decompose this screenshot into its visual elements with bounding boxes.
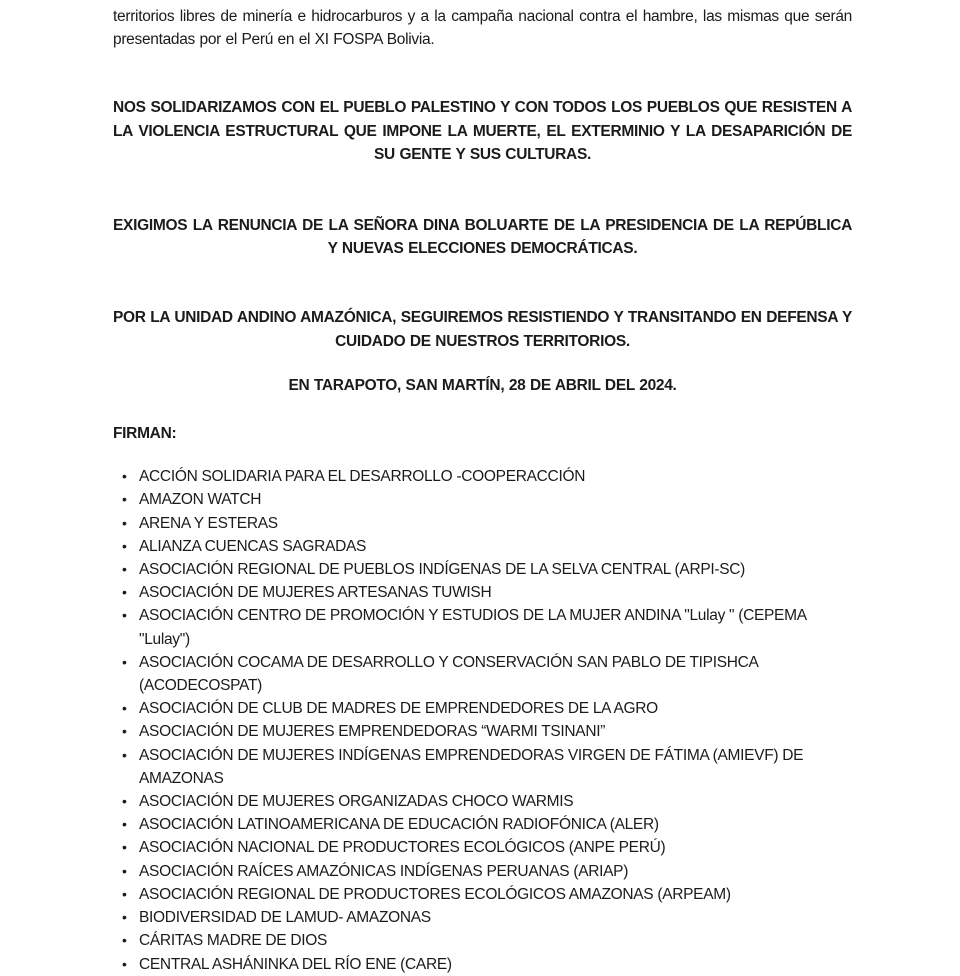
- list-item: [113, 535, 852, 558]
- signatory-text: ASOCIACIÓN RAÍCES AMAZÓNICAS INDÍGENAS PERUANAS (ARIAP): [139, 862, 629, 880]
- list-item: [113, 512, 852, 535]
- bullet-icon: •: [122, 839, 127, 856]
- list-item: [113, 790, 852, 813]
- signatory-text: ASOCIACIÓN REGIONAL DE PUEBLOS INDÍGENAS DE LA SELVA CENTRAL (ARPI-SC): [139, 561, 746, 579]
- list-item: [113, 558, 852, 581]
- list-item: [113, 906, 852, 929]
- list-item: [113, 581, 852, 604]
- list-item: [113, 488, 852, 511]
- signatory-text: ASOCIACIÓN DE MUJERES ORGANIZADAS CHOCO WARMIS: [139, 793, 574, 811]
- bullet-icon: •: [122, 491, 127, 508]
- list-item: [113, 883, 852, 906]
- signatory-text: ASOCIACIÓN REGIONAL DE PRODUCTORES ECOLÓGICOS AMAZONAS (ARPEAM): [139, 885, 731, 903]
- signatory-text: ALIANZA CUENCAS SAGRADAS: [139, 537, 367, 555]
- bullet-icon: •: [122, 653, 127, 670]
- signatory-text: ASOCIACIÓN DE MUJERES ARTESANAS TUWISH: [139, 584, 492, 602]
- list-item: [113, 836, 852, 859]
- signatory-text: ASOCIACIÓN CENTRO DE PROMOCIÓN Y ESTUDIOS DE LA MUJER ANDINA "Lulay " (CEPEMA "Lulay"): [139, 607, 806, 648]
- bullet-icon: •: [122, 885, 127, 902]
- bullet-icon: •: [122, 746, 127, 763]
- bullet-icon: •: [122, 584, 127, 601]
- signatory-text: ACCIÓN SOLIDARIA PARA EL DESARROLLO -COOPERACCIÓN: [139, 468, 586, 486]
- bullet-icon: •: [122, 932, 127, 949]
- bullet-icon: •: [122, 723, 127, 740]
- signatory-text: CENTRAL ASHÁNINKA DEL RÍO ENE (CARE): [139, 955, 452, 973]
- bullet-icon: •: [122, 514, 127, 531]
- bullet-icon: •: [122, 862, 127, 879]
- statement-renuncia-presidencia: EXIGIMOS LA RENUNCIA DE LA SEÑORA DINA BOLUARTE DE LA PRESIDENCIA DE LA REPÚBLICA Y NUEVAS ELECCIONES DEMOCRÁTICAS.: [113, 217, 852, 258]
- bullet-icon: •: [122, 909, 127, 926]
- signatory-text: AMAZON WATCH: [139, 491, 262, 509]
- signatory-text: CÁRITAS MADRE DE DIOS: [139, 932, 328, 950]
- list-item: [113, 651, 852, 697]
- signatory-text: ASOCIACIÓN NACIONAL DE PRODUCTORES ECOLÓGICOS (ANPE PERÚ): [139, 839, 666, 857]
- list-item: [113, 465, 852, 488]
- statement-unidad-andino-amazonica: POR LA UNIDAD ANDINO AMAZÓNICA, SEGUIREMOS RESISTIENDO Y TRANSITANDO EN DEFENSA Y CUIDADO DE NUESTROS TERRITORIOS.: [113, 309, 852, 350]
- list-item: [113, 744, 852, 790]
- list-item: [113, 929, 852, 952]
- statement-solidarity-palestine: NOS SOLIDARIZAMOS CON EL PUEBLO PALESTINO Y CON TODOS LOS PUEBLOS QUE RESISTEN A LA VIOLENCIA ESTRUCTURAL QUE IMPONE LA MUERTE, EL EXTERMINIO Y LA DESAPARICIÓN DE SU GENTE Y SUS CULTURAS.: [113, 99, 852, 163]
- signatory-text: ASOCIACIÓN COCAMA DE DESARROLLO Y CONSERVACIÓN SAN PABLO DE TIPISHCA (ACODECOSPAT): [139, 653, 758, 695]
- list-item: [113, 604, 852, 650]
- bullet-icon: •: [122, 561, 127, 578]
- signatories-list: [113, 465, 852, 975]
- bullet-icon: •: [122, 537, 127, 554]
- list-item: [113, 860, 852, 883]
- signatory-text: ASOCIACIÓN DE MUJERES EMPRENDEDORAS “WARMI TSINANI”: [139, 723, 606, 741]
- list-item: [113, 813, 852, 836]
- signatory-text: ASOCIACIÓN LATINOAMERICANA DE EDUCACIÓN RADIOFÓNICA (ALER): [139, 816, 659, 834]
- signatory-text: ARENA Y ESTERAS: [139, 514, 278, 532]
- list-item: [113, 697, 852, 720]
- list-item: [113, 720, 852, 743]
- intro-paragraph: territorios libres de minería e hidrocarburos y a la campaña nacional contra el hambre, las mismas que serán presentadas por el Perú en el XI FOSPA Bolivia.: [113, 8, 852, 49]
- bullet-icon: •: [122, 955, 127, 972]
- bullet-icon: •: [122, 607, 127, 624]
- firman-label: FIRMAN:: [113, 425, 177, 443]
- bullet-icon: •: [122, 816, 127, 833]
- list-item-clipped: [113, 953, 852, 976]
- bullet-icon: •: [122, 700, 127, 717]
- signatory-text: ASOCIACIÓN DE CLUB DE MADRES DE EMPRENDEDORES DE LA AGRO: [139, 700, 658, 718]
- bullet-icon: •: [122, 793, 127, 810]
- bullet-icon: •: [122, 468, 127, 485]
- dateline: EN TARAPOTO, SAN MARTÍN, 28 DE ABRIL DEL 2024.: [288, 376, 677, 394]
- signatory-text: ASOCIACIÓN DE MUJERES INDÍGENAS EMPRENDEDORAS VIRGEN DE FÁTIMA (AMIEVF) DE AMAZONAS: [139, 746, 804, 787]
- signatory-text: BIODIVERSIDAD DE LAMUD- AMAZONAS: [139, 909, 431, 927]
